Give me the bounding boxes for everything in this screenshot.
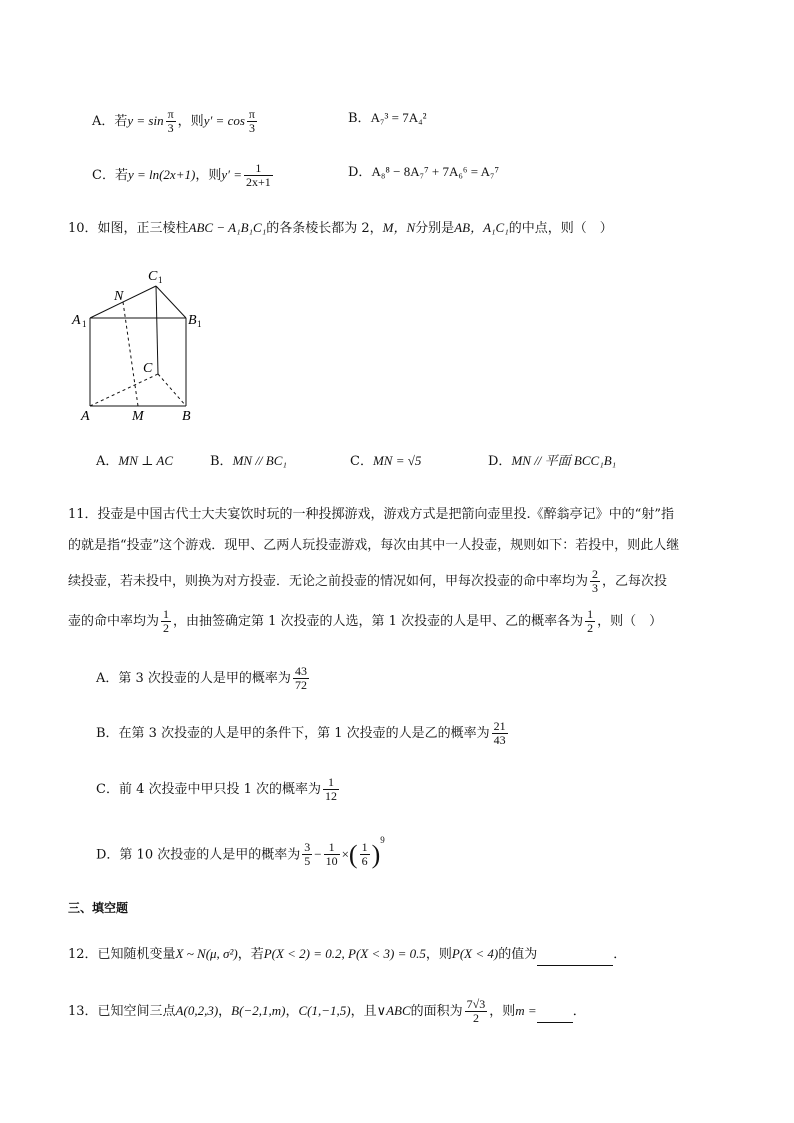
half-fraction-2: $\frac{1}{2}$	[587, 607, 594, 635]
label-a: A	[81, 409, 90, 424]
q12: 12．已知随机变量X ~ N(μ, σ²)，若P(X < 2) = 0.2, P(X < 3) = 0.5，则P(X < 4)的值为 ．	[68, 944, 626, 966]
q11-b-fraction: $\frac{21}{43}$	[493, 719, 506, 747]
q10-stem: 10．如图，正三棱柱ABC − A₁B₁C₁的各条棱长都为 2，M，N分别是AB，A₁C₁的中点，则（ ）	[68, 220, 613, 236]
q11-option-c: C．前 4 次投壶中甲只投 1 次的概率为 $\frac{1}{12}$	[96, 775, 338, 803]
label-c1: C	[148, 269, 158, 284]
exponent: 9	[380, 835, 385, 845]
q13: 13．已知空间三点A(0,2,3)，B(−2,1,m)，C(1,−1,5)，且∨ABC的面积为 $\frac{7√3}{2}$ ，则m = ．	[68, 997, 586, 1025]
q10-option-a: A．MN ⊥ AC	[96, 453, 173, 469]
q11-c-fraction: $\frac{1}{12}$	[325, 775, 338, 803]
q9-option-c: C．若y = ln(2x+1)，则y′ = $\frac{1}{2x+1}$	[92, 161, 271, 189]
label-n: N	[114, 289, 124, 304]
q11-a-fraction: $\frac{43}{72}$	[294, 664, 307, 692]
q10-option-d: D．MN // 平面 BCC₁B₁	[488, 453, 617, 469]
right-paren: )	[371, 839, 381, 869]
q11-d-fraction-3: $\frac{1}{6}$	[361, 840, 368, 869]
q11-option-b: B．在第 3 次投壶的人是甲的条件下，第 1 次投壶的人是乙的概率为 $\frac{21}{43}$	[96, 719, 506, 747]
label-a1: A	[72, 313, 81, 328]
q11-d-fraction-2: $\frac{1}{10}$	[325, 840, 338, 869]
section-heading: 三、填空题	[68, 901, 129, 915]
label-c1-sub: 1	[158, 275, 163, 285]
label-b1: B	[188, 313, 197, 328]
half-fraction: $\frac{1}{2}$	[163, 607, 170, 635]
q11-line-2: 的就是指“投壶”这个游戏．现甲、乙两人玩投壶游戏，每次由其中一人投壶，规则如下：若投中，则此人继	[68, 538, 680, 553]
one-over-2x-plus-1-fraction: $\frac{1}{2x+1}$	[245, 161, 271, 189]
edge-c1-b1	[156, 286, 186, 318]
q9-option-d: D．A₈⁸ − 8A₇⁷ + 7A₆⁶ = A₇⁷	[348, 164, 500, 180]
q9-option-b: B．A₇³ = 7A₄²	[348, 110, 427, 126]
q11-option-a: A．第 3 次投壶的人是甲的概率为 $\frac{43}{72}$	[96, 664, 307, 692]
q11-line-1: 11．投壶是中国古代士大夫宴饮时玩的一种投掷游戏，游戏方式是把箭向壶里投.《醉翁亭记》中的“射”指	[68, 507, 674, 522]
label-m: M	[132, 409, 144, 424]
q12-answer-blank[interactable]	[537, 945, 613, 966]
label-b: B	[182, 409, 191, 424]
q10-option-c: C．MN = √5	[350, 453, 422, 469]
q11-d-fraction-1: $\frac{3}{5}$	[304, 840, 311, 869]
prism-figure	[72, 262, 216, 424]
q13-answer-blank[interactable]	[537, 1002, 573, 1023]
edge-a-c	[90, 374, 158, 406]
pi-over-3-fraction-2: $\frac{\pi}{3}$	[248, 107, 255, 135]
label-a1-sub: 1	[82, 319, 87, 329]
q10-option-b: B．MN // BC₁	[210, 453, 287, 469]
edge-c-b	[158, 374, 186, 406]
label-b1-sub: 1	[197, 319, 202, 329]
left-paren: (	[348, 839, 358, 869]
q11-line-4: 壶的命中率均为 $\frac{1}{2}$ ，由抽签确定第 1 次投壶的人选，第 1 次投壶的人是甲、乙的概率各为 $\frac{1}{2}$ ，则（ ）	[68, 607, 663, 635]
q9-option-a: A．若y = sin $\frac{\pi}{3}$ ，则y′ = cos $\frac{\pi}{3}$	[92, 107, 255, 135]
q13-area-fraction: $\frac{7√3}{2}$	[466, 997, 486, 1025]
pi-over-3-fraction: $\frac{\pi}{3}$	[167, 107, 174, 135]
q11-option-d: D．第 10 次投壶的人是甲的概率为 $\frac{3}{5}$ − $\frac{1}{10}$ ×( $\frac{1}{6}$ )$^9$	[96, 835, 385, 869]
two-thirds-fraction: $\frac{2}{3}$	[592, 567, 599, 595]
q11-line-3: 续投壶，若未投中，则换为对方投壶．无论之前投壶的情况如何，甲每次投壶的命中率均为 $\frac{2}{3}$ ，乙每次投	[68, 567, 668, 595]
edge-c1-c	[156, 286, 158, 374]
label-c: C	[143, 361, 153, 376]
